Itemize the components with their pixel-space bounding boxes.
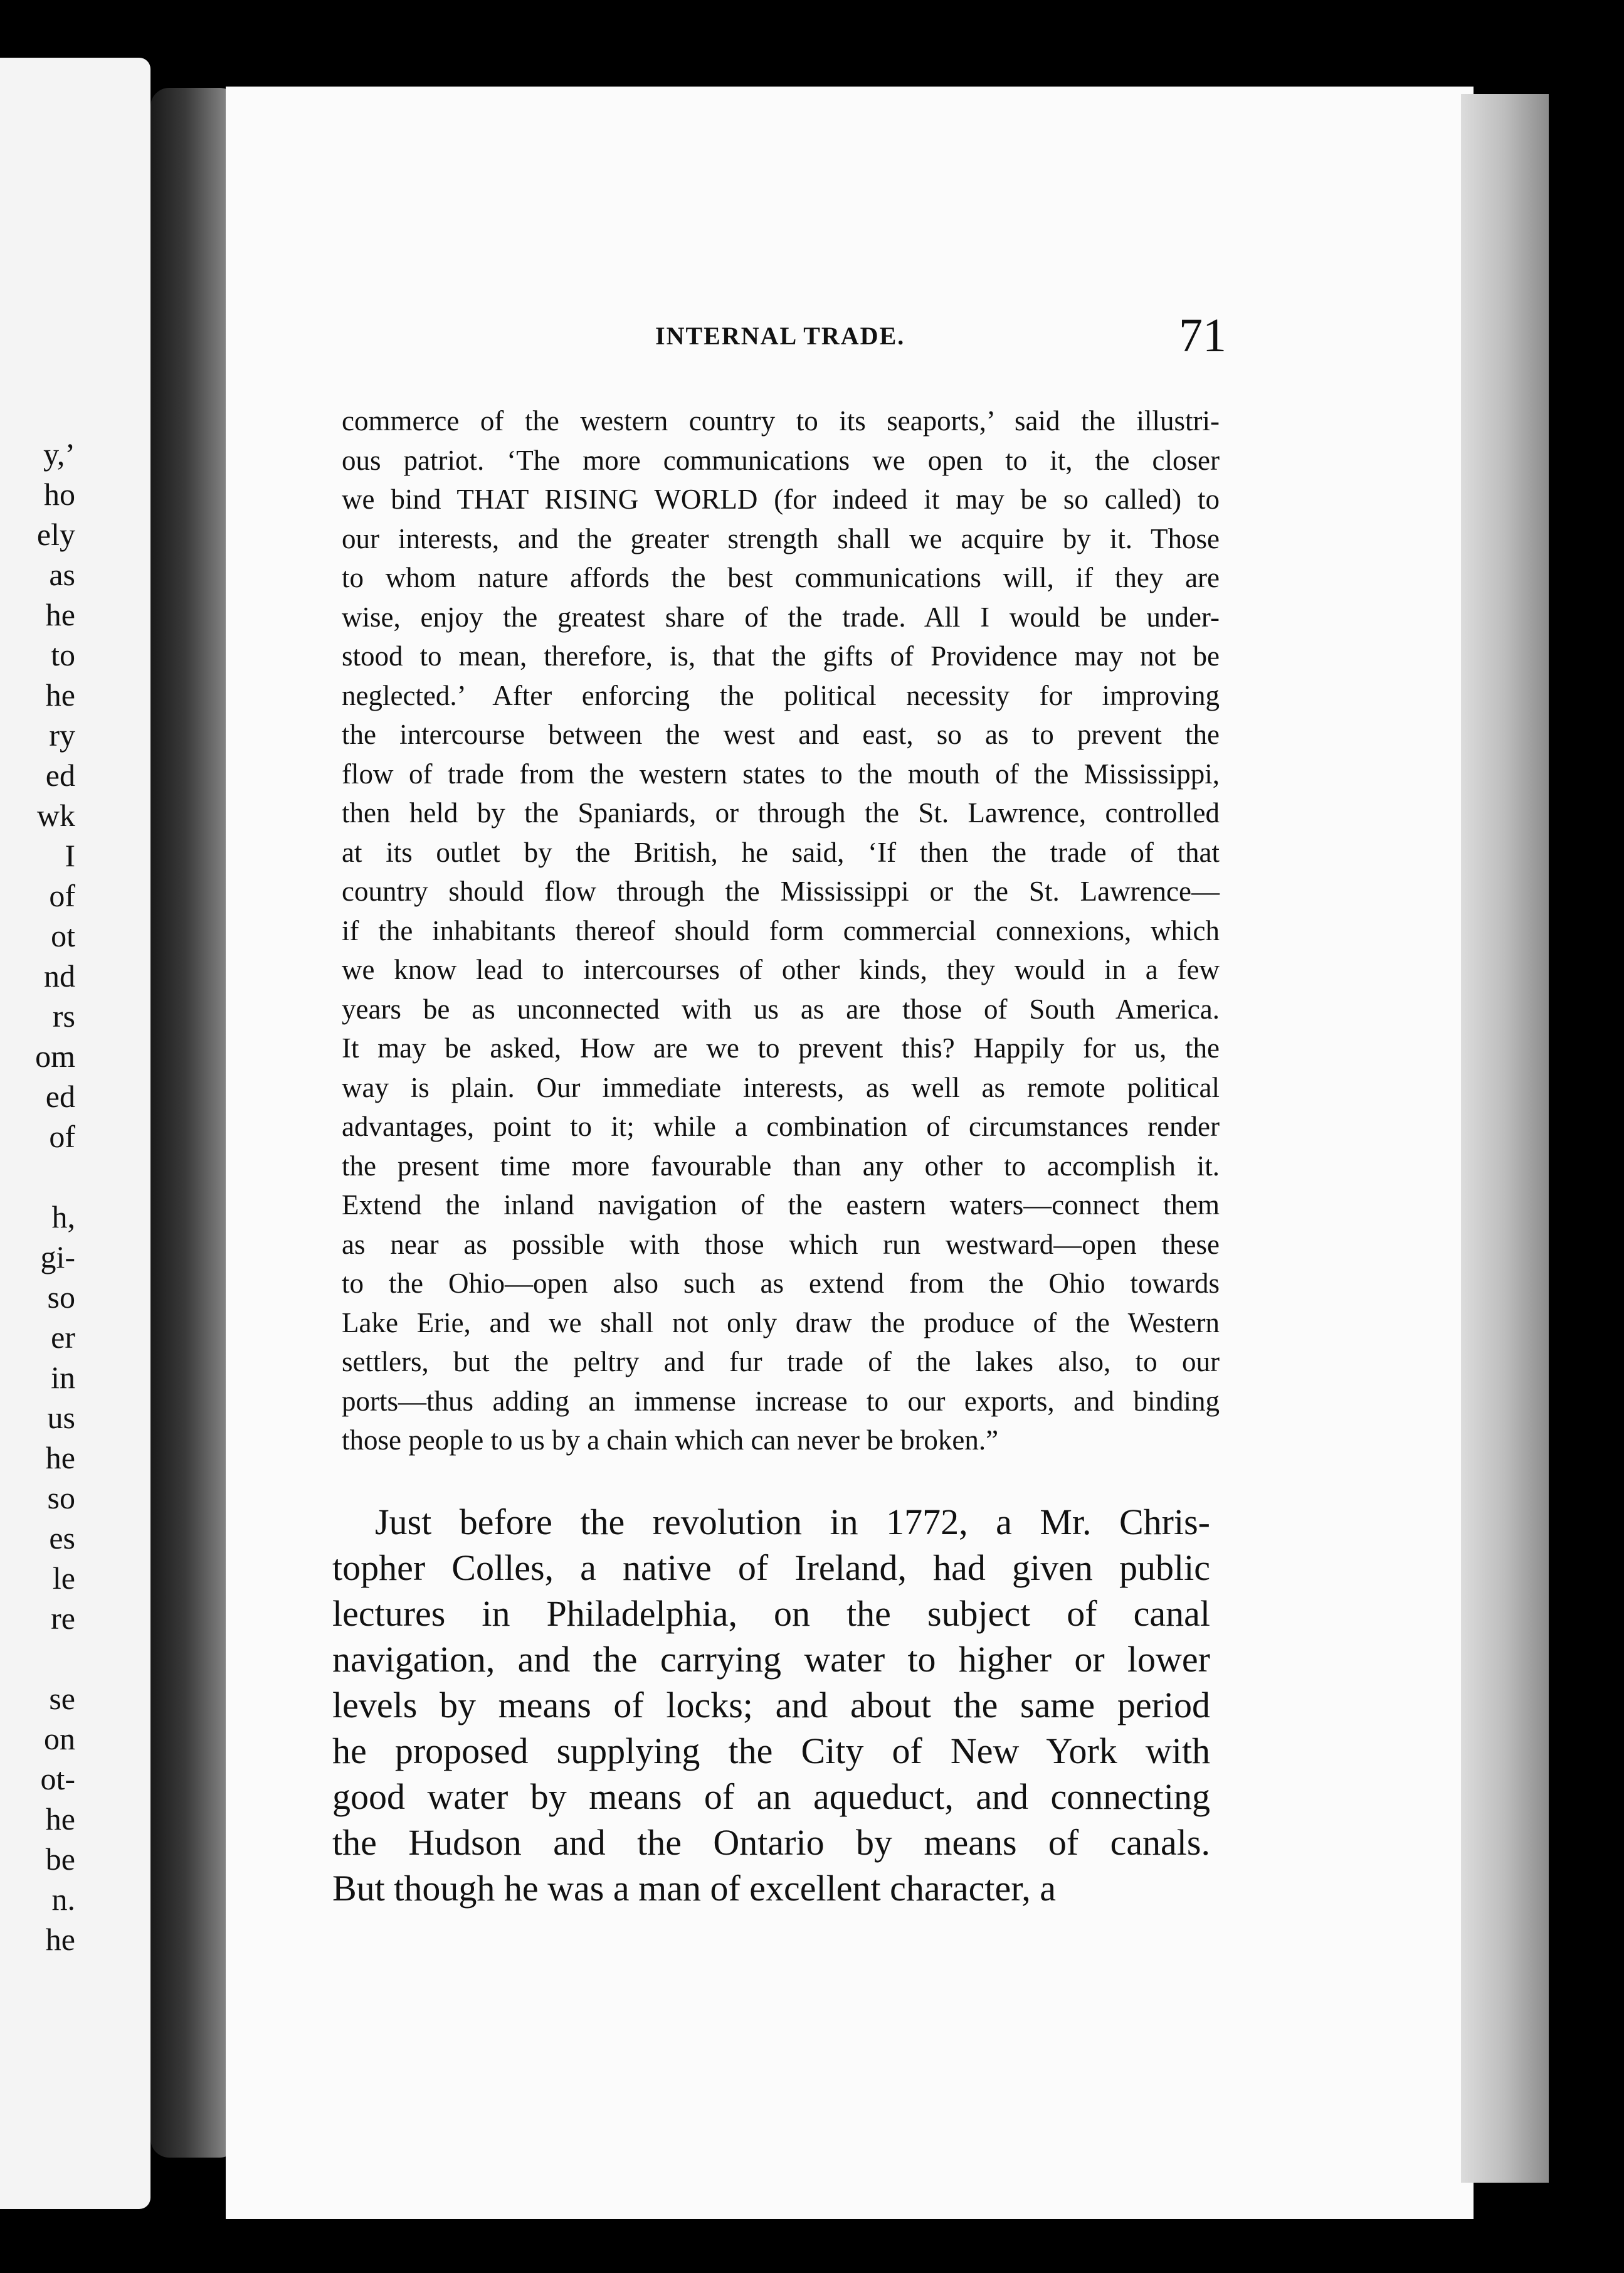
body-paragraph bbox=[332, 1499, 1210, 1911]
fragment-line: es bbox=[49, 1520, 75, 1555]
fragment-line: ed bbox=[45, 758, 75, 793]
fragment-line: so bbox=[47, 1480, 75, 1515]
text-line: the Hudson and the Ontario by means of canals. bbox=[332, 1822, 1210, 1863]
fragment-line: re bbox=[51, 1601, 75, 1636]
text-line: as near as possible with those which run westward—open these bbox=[342, 1228, 1220, 1260]
text-line: the intercourse between the west and east, so as to prevent the bbox=[342, 719, 1220, 750]
fragment-line: y,’ bbox=[43, 437, 75, 472]
text-line: those people to us by a chain which can never be broken.” bbox=[342, 1424, 999, 1456]
text-line: then held by the Spaniards, or through the St. Lawrence, controlled bbox=[342, 797, 1220, 829]
fragment-line: of bbox=[49, 1119, 75, 1154]
text-line: years be as unconnected with us as are those of South America. bbox=[342, 993, 1220, 1025]
running-head: INTERNAL TRADE. bbox=[655, 322, 905, 350]
text-line: flow of trade from the western states to the mouth of the Mississippi, bbox=[342, 758, 1220, 790]
fragment-line: to bbox=[51, 637, 75, 672]
fragment-line: he bbox=[45, 597, 75, 632]
text-line: at its outlet by the British, he said, ‘If then the trade of that bbox=[342, 836, 1220, 868]
text-line: the present time more favourable than any other to accomplish it. bbox=[342, 1150, 1220, 1182]
fragment-line: ed bbox=[45, 1079, 75, 1114]
fragment-line: ot bbox=[51, 918, 75, 953]
previous-page bbox=[0, 58, 150, 2209]
text-line: if the inhabitants thereof should form commercial connexions, which bbox=[342, 914, 1220, 946]
fragment-line: so bbox=[47, 1280, 75, 1315]
text-line: Extend the inland navigation of the eastern waters—connect them bbox=[342, 1189, 1220, 1221]
fragment-line: wk bbox=[36, 798, 75, 833]
text-line: ous patriot. ‘The more communications we open to it, the closer bbox=[342, 444, 1220, 476]
fragment-line: rs bbox=[52, 999, 75, 1034]
fragment-line: he bbox=[45, 677, 75, 713]
fragment-line: h, bbox=[51, 1199, 75, 1234]
text-line: he proposed supplying the City of New York with bbox=[332, 1730, 1210, 1771]
text-line: neglected.’ After enforcing the political necessity for improving bbox=[342, 679, 1220, 711]
fragment-line: on bbox=[44, 1721, 75, 1756]
previous-page-text bbox=[0, 434, 75, 1959]
text-line: settlers, but the peltry and fur trade of the lakes also, to our bbox=[342, 1346, 1220, 1377]
text-line: way is plain. Our immediate interests, as well as remote political bbox=[342, 1071, 1220, 1103]
text-line: It may be asked, How are we to prevent this? Happily for us, the bbox=[342, 1032, 1220, 1064]
text-line: wise, enjoy the greatest share of the trade. All I would be under- bbox=[342, 601, 1220, 633]
fragment-line: ry bbox=[49, 718, 75, 753]
text-line: stood to mean, therefore, is, that the gifts of Providence may not be bbox=[342, 640, 1220, 672]
book-gutter bbox=[150, 88, 238, 2158]
page-number: 71 bbox=[1179, 309, 1226, 362]
text-line: levels by means of locks; and about the same period bbox=[332, 1685, 1210, 1725]
fragment-line: as bbox=[49, 557, 75, 592]
fragment-line: he bbox=[45, 1922, 75, 1957]
fragment-line: I bbox=[65, 838, 75, 873]
text-line: country should flow through the Mississippi or the St. Lawrence— bbox=[342, 876, 1220, 907]
text-line: ports—thus adding an immense increase to our exports, and binding bbox=[342, 1385, 1220, 1417]
fragment-line: er bbox=[51, 1320, 75, 1355]
page-edge bbox=[1461, 94, 1549, 2183]
text-line: But though he was a man of excellent character, a bbox=[332, 1868, 1056, 1909]
fragment-line bbox=[0, 1157, 75, 1197]
fragment-line: us bbox=[47, 1400, 75, 1435]
text-line: to whom nature affords the best communications will, if they are bbox=[342, 562, 1220, 593]
fragment-line: ely bbox=[36, 517, 75, 552]
fragment-line bbox=[0, 1638, 75, 1678]
fragment-line: in bbox=[51, 1360, 75, 1395]
fragment-line: of bbox=[49, 878, 75, 913]
quoted-passage bbox=[342, 401, 1220, 1460]
text-line: we bind THAT RISING WORLD (for indeed it may be so called) to bbox=[342, 484, 1220, 515]
text-line: good water by means of an aqueduct, and connecting bbox=[332, 1776, 1210, 1817]
fragment-line: ot- bbox=[40, 1761, 75, 1796]
fragment-line: be bbox=[45, 1841, 75, 1877]
text-line: topher Colles, a native of Ireland, had given public bbox=[332, 1547, 1210, 1588]
fragment-line: se bbox=[49, 1681, 75, 1716]
fragment-line: ho bbox=[44, 477, 75, 512]
fragment-line: le bbox=[52, 1560, 75, 1596]
fragment-line: gi- bbox=[40, 1239, 75, 1274]
text-line: to the Ohio—open also such as extend from the Ohio towards bbox=[342, 1268, 1220, 1299]
fragment-line: om bbox=[35, 1039, 75, 1074]
text-line: Just before the revolution in 1772, a Mr. Chris- bbox=[375, 1502, 1210, 1542]
text-line: commerce of the western country to its seaports,’ said the illustri- bbox=[342, 405, 1220, 437]
text-line: navigation, and the carrying water to higher or lower bbox=[332, 1639, 1210, 1680]
fragment-line: n. bbox=[51, 1882, 75, 1917]
fragment-line: nd bbox=[44, 958, 75, 993]
text-line: advantages, point to it; while a combination of circumstances render bbox=[342, 1111, 1220, 1142]
fragment-line: he bbox=[45, 1801, 75, 1836]
text-line: we know lead to intercourses of other kinds, they would in a few bbox=[342, 954, 1220, 985]
text-line: our interests, and the greater strength shall we acquire by it. Those bbox=[342, 522, 1220, 554]
fragment-line: he bbox=[45, 1440, 75, 1475]
text-line: Lake Erie, and we shall not only draw the produce of the Western bbox=[342, 1306, 1220, 1338]
text-line: lectures in Philadelphia, on the subject of canal bbox=[332, 1593, 1210, 1634]
